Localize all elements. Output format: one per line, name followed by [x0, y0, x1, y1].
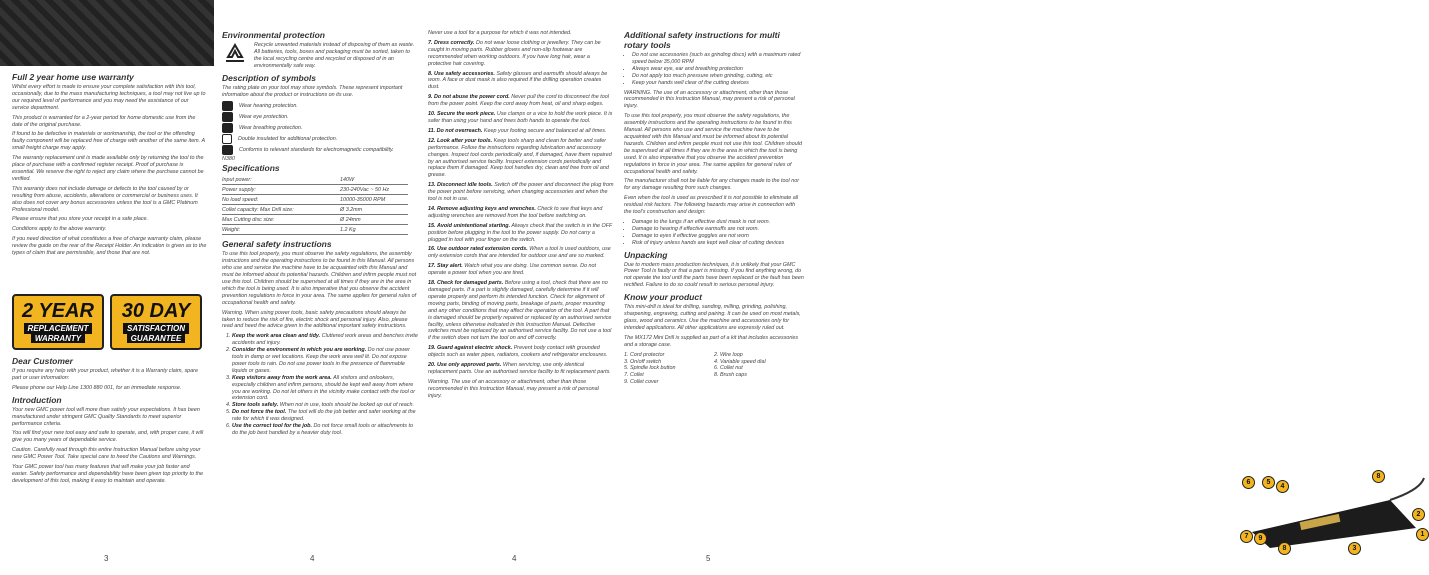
- callout-number: 8: [1278, 542, 1291, 555]
- safety-item-bold: Stay alert.: [437, 263, 463, 270]
- safety-item-number: 15.: [428, 222, 436, 229]
- symbol-icon: [222, 112, 233, 122]
- part-item: 1. Cord protector: [624, 351, 665, 358]
- safety-item-number: 8.: [428, 70, 433, 77]
- hazard-bullet: • Damage to eyes if effective goggles are not worn: [632, 233, 804, 240]
- badge-2-year-line2: WARRANTY: [31, 334, 85, 343]
- page-5-content: [428, 30, 614, 403]
- general-title: General safety instructions: [222, 239, 332, 250]
- env-title: Environmental protection: [222, 30, 325, 40]
- general-item: [232, 409, 418, 423]
- safety-item-number: 20.: [428, 362, 436, 369]
- safety-item: [428, 182, 614, 203]
- top-text: Never use a tool for a purpose for which it was not intended.: [428, 30, 572, 36]
- rotary-bullet: • Do not apply too much pressure when grinding, cutting, etc: [632, 73, 804, 80]
- general-item-bold: Keep visitors away from the work area.: [232, 374, 332, 381]
- customer-para-1: If you require any help with your product, whether it is a Warranty claim, spare part or user information:: [12, 368, 198, 381]
- spec-row: [222, 185, 408, 195]
- intro-para-3: Caution. Carefully read through this entire Instruction Manual before using your new GMC Power Tool. Take special care to heed the Cautions and Warnings.: [12, 447, 201, 461]
- part-item: 5. Spindle lock button: [624, 365, 676, 372]
- spec-table: [222, 175, 408, 235]
- general-item-bold: Keep the work area clean and tidy.: [232, 333, 321, 340]
- safety-item-bold: Check for damaged parts.: [437, 280, 504, 287]
- callout-number: 5: [1262, 476, 1275, 489]
- general-item: [232, 375, 418, 403]
- rotary-bullet: • Always wear eye, ear and breathing protection: [632, 66, 804, 73]
- safety-item-number: 14.: [428, 205, 436, 212]
- hazard-bullet: • Damage to hearing if effective earmuffs are not worn.: [632, 226, 804, 233]
- unpacking-text: Due to modern mass production techniques, it is unlikely that your GMC Power Tool is faulty or that a part is missing. If you find anything wrong, do not operate the tool until the parts have been replaced or the fault has been rectified. Failure to do so could result in serious personal injury.: [624, 261, 804, 289]
- parts-list: [624, 352, 804, 387]
- safety-item-bold: Dress correctly.: [434, 39, 475, 46]
- safety-item-number: 17.: [428, 263, 436, 270]
- part-item: 2. Wire loop: [714, 351, 743, 358]
- page-6: [620, 0, 1425, 575]
- callout-number: 9: [1254, 532, 1267, 545]
- general-item-bold: Consider the environment in which you are working.: [232, 347, 367, 354]
- part-item: 4. Variable speed dial: [714, 358, 766, 365]
- part-item: 9. Collet cover: [624, 379, 659, 386]
- page-5: [424, 0, 620, 575]
- safety-item-text: Before using a tool, check that there are no damaged parts. If a part is slightly damaged, carefully determine if it will operate properly and perform its intended function. Check for alignment of moving parts, binding of moving parts, breakage of parts, proper mounting and any other conditions that may affect the operation of the tool. A part that is damaged should be properly repaired or replaced by an authorised service facility, unless otherwise indicated in this Instruction Manual. Defective switches must be replaced by an authorised service facility. Do not use a tool if the switch does not turn the tool on and off correctly.: [428, 280, 612, 342]
- callout-number: 7: [1240, 530, 1253, 543]
- hazard-bullets: [632, 219, 804, 247]
- warranty-para: This product is warranted for a 2-year period for home domestic use from the date of the original purchase.: [12, 114, 196, 128]
- safety-item-bold: Use outdoor rated extension cords.: [437, 246, 528, 253]
- know-title: Know your product: [624, 292, 702, 303]
- general-item-text: The tool will do the job better and safer working at the rate for which it was designed.: [232, 409, 416, 423]
- rotary-para-2: The manufacturer shall not be liable for any changes made to the tool nor for any damage resulting from such changes.: [624, 178, 800, 192]
- symbol-icon: [222, 134, 232, 144]
- safety-item: [428, 71, 614, 92]
- spec-key: Collet capacity: Max Drill size:: [222, 205, 336, 215]
- safety-item: [428, 362, 614, 376]
- badge-2-year-line1: REPLACEMENT: [24, 323, 93, 334]
- safety-item-text: Switch off the power and disconnect the plug from the power point before servicing, when changing accessories and when the tool is not in use.: [428, 182, 614, 203]
- callout-number: 1: [1416, 528, 1429, 541]
- symbol-row: [222, 134, 418, 144]
- spec-title: Specifications: [222, 163, 280, 174]
- callout-number: 4: [1276, 480, 1289, 493]
- page-4-content: [222, 30, 418, 440]
- env-text: Recycle unwanted materials instead of disposing of them as waste. All batteries, tools, boxes and packaging must be sorted, taken to the local recycling centre and recycled or disposed of in an environmentally safe way.: [254, 42, 415, 69]
- customer-title: Dear Customer: [12, 356, 73, 366]
- safety-item: [428, 263, 614, 277]
- general-item-text: When not in use, tools should be locked up out of reach.: [278, 402, 414, 409]
- warranty-para: The warranty replacement unit is made available only by returning the tool to the place of purchase with a confirmed register receipt. Proof of purchase is essential. We reserve the right to reject any claim where the purchase cannot be verified.: [12, 155, 204, 182]
- spec-key: No load speed:: [222, 195, 336, 205]
- warranty-para: Conditions apply to the above warranty.: [12, 226, 107, 233]
- safety-item: [428, 206, 614, 220]
- spec-key: Max Cutting disc size:: [222, 215, 336, 225]
- rotary-para-1: To use this tool properly, you must observe the safety regulations, the assembly instructions and the operating instructions to be found in this Manual. All persons who use and service the machine have to be acquainted with this Manual and must be informed about its potential hazards. Children and infirm people must not use this tool. Children should be supervised at all times if they are in the area in which the tool is being used. It is also imperative that you observe the accident prevention regulations in force in your area. The same applies for general rules of occupational health and safety.: [624, 113, 802, 175]
- symbol-text: Conforms to relevant standards for electromagnetic compatibility.: [239, 146, 394, 153]
- page-3: [0, 0, 214, 575]
- symbol-text: Wear eye protection.: [239, 113, 289, 120]
- safety-item-text: Watch what you are doing. Use common sense. Do not operate a power tool when you are tired.: [428, 263, 597, 277]
- general-item-text: Do not use power tools in damp or wet locations. Keep the work area well lit. Do not expose power tools to rain. Do not use power tools in the presence of flammable liquids or gases.: [232, 347, 410, 374]
- warranty-para: If found to be defective in materials or workmanship, the tool or the offending faulty component will be replaced free of charge with another of the same item. A small freight charge may apply.: [12, 131, 205, 152]
- safety-item-bold: Use safety accessories.: [434, 70, 495, 77]
- spec-value: Ø 3.2mm: [336, 205, 408, 215]
- part-item: 6. Collet nut: [714, 365, 743, 372]
- spec-key: Input power:: [222, 175, 336, 185]
- safety-item: [428, 223, 614, 244]
- warranty-badges: [12, 294, 202, 350]
- safety-item-text: Prevent body contact with grounded objects such as water pipes, radiators, cookers and refrigerator enclosures.: [428, 345, 608, 359]
- intro-para-4: Your GMC power tool has many features that will make your job faster and easier. Safety performance and dependability have been given top priority to the development of this tool, making it easy to maintain and operate.: [12, 464, 203, 484]
- safety-item-number: 13.: [428, 182, 436, 189]
- safety-item: [428, 138, 614, 179]
- safety-item-number: 10.: [428, 111, 436, 118]
- safety-item-bold: Guard against electric shock.: [437, 345, 513, 352]
- safety-item-text: Do not wear loose clothing or jewellery. They can be caught in moving parts. Rubber gloves and non-slip footwear are recommended when working outdoors. If you have long hair, wear a protective hair covering.: [428, 39, 601, 67]
- general-para-1: To use this tool properly, you must observe the safety regulations, the assembly instructions and the operating instructions to be found in this Manual. All persons who use and service the machine have to be acquainted with this Manual and must be informed about its potential hazards. Children and infirm people must not use this tool. Children should be supervised at all times if they are in the area in which the tool is being used. It is also imperative that you observe the accident prevention regulations in force in your area. The same applies for general rules of occupational health and safety.: [222, 251, 417, 306]
- part-item: 8. Brush caps: [714, 372, 747, 379]
- unpacking-title: Unpacking: [624, 249, 668, 260]
- safety-item: [428, 40, 614, 68]
- rotary-bullets: [632, 52, 804, 87]
- symbol-text: Double insulated for additional protection.: [238, 135, 338, 142]
- safety-item: [428, 111, 614, 125]
- spec-row: [222, 215, 408, 225]
- spec-key: Weight:: [222, 225, 336, 235]
- symbol-icon: [222, 123, 233, 133]
- know-para-2: The MX172 Mini Drill is supplied as part of a kit that includes accessories and a storage case.: [624, 334, 799, 348]
- badge-30-day-line1: SATISFACTION: [123, 323, 189, 334]
- callout-number: 2: [1412, 508, 1425, 521]
- spec-key: Power supply:: [222, 185, 336, 195]
- spec-row: [222, 205, 408, 215]
- symbol-row: [222, 101, 418, 111]
- general-item: [232, 402, 418, 409]
- callout-number: 3: [1348, 542, 1361, 555]
- badge-2-year: [12, 294, 104, 350]
- warranty-para: Whilst every effort is made to ensure your complete satisfaction with this tool, occasionally, due to the mass manufacturing techniques, a tool may not live up to our required level of performance and you may need the assistance of our service department.: [12, 84, 206, 111]
- p5-warning: Warning. The use of an accessory or attachment, other than those recommended in this Instruction Manual, may present a risk of personal injury.: [428, 378, 599, 399]
- page-number-3: 3: [104, 554, 109, 563]
- safety-item: [428, 280, 614, 342]
- rotary-title: Additional safety instructions for multi rotary tools: [624, 30, 780, 50]
- safety-item-text: Safety glasses and earmuffs should always be worn. A face or dust mask is also required if the drilling operation creates dust.: [428, 70, 608, 91]
- intro-para-1: Your new GMC power tool will more than satisfy your expectations. It has been manufactured under stringent GMC Quality Standards to meet superior performance criteria.: [12, 406, 200, 427]
- header-image: [0, 0, 214, 66]
- rotary-para-3: Even when the tool is used as prescribed it is not possible to eliminate all residual risk factors. The following hazards may arise in connection with the tool's construction and design:: [624, 195, 799, 216]
- general-item-text: All visitors and onlookers, especially children and infirm persons, should be kept well away from where you are working. Do not let others in the vicinity make contact with the tool or extension cord.: [232, 374, 416, 402]
- general-item-bold: Store tools safely.: [232, 402, 279, 409]
- intro-title: Introduction: [12, 394, 62, 405]
- n380-label: N380: [222, 156, 235, 163]
- badge-2-year-big: 2 YEAR: [22, 300, 94, 322]
- symbol-row: [222, 112, 418, 122]
- general-item: [232, 347, 418, 375]
- general-item-bold: Do not force the tool.: [232, 409, 287, 416]
- safety-item-text: When a tool is used outdoors, use only extension cords that are intended for outdoor use and are so marked.: [428, 246, 611, 260]
- symbol-row: [222, 123, 418, 133]
- general-list: [232, 333, 418, 437]
- general-para-2: Warning. When using power tools, basic safety precautions should always be taken to reduce the risk of fire, electric shock and personal injury. Also, please read and heed the advice given in the additional important safety instructions.: [222, 309, 408, 330]
- page-number-6: 5: [706, 554, 711, 563]
- warranty-title: Full 2 year home use warranty: [12, 72, 134, 82]
- safety-item-bold: Use only approved parts.: [437, 362, 502, 369]
- general-item: [232, 333, 418, 347]
- safety-item: [428, 128, 614, 135]
- safety-item-number: 7.: [428, 39, 433, 46]
- spec-value: Ø 24mm: [336, 215, 408, 225]
- spec-value: 1.2 Kg: [336, 225, 408, 235]
- page-number-5a: 4: [512, 554, 517, 563]
- safety-item-bold: Secure the work piece.: [437, 111, 496, 118]
- safety-item-text: Never pull the cord to disconnect the tool from the power point. Keep the cord away from heat, oil and sharp edges.: [428, 94, 609, 108]
- know-para-1: This mini-drill is ideal for drilling, sanding, milling, grinding, polishing, sharpening, engraving, cutting and pairing. It can be used on most metals, glass, wood and ceramics. Use the machine and accessories only for intended applications. All other applications are expressly ruled out.: [624, 304, 801, 331]
- hazard-bullet: • Risk of injury unless hands are kept well clear of cutting devices: [632, 240, 804, 247]
- safety-item-bold: Remove adjusting keys and wrenches.: [437, 205, 536, 212]
- warranty-section: [12, 72, 207, 260]
- spec-value: 140W: [336, 175, 408, 185]
- badge-30-day: [110, 294, 202, 350]
- tool-illustration: [1240, 470, 1428, 560]
- spec-value: 230-240Vac ~ 50 Hz: [336, 185, 408, 195]
- rotary-bullet: • Do not use accessories (such as grinding discs) with a maximum rated speed below 35,000 RPM: [632, 52, 804, 66]
- safety-item-number: 11.: [428, 127, 436, 134]
- rotary-warning: WARNING. The use of an accessory or attachment, other than those recommended in this Instruction Manual, may present a risk of personal injury.: [624, 89, 795, 110]
- warranty-para: This warranty does not include damage or defects to the tool caused by or resulting from abuse, accidents, alterations or commercial or business uses. It also does not cover any bonus accessories unless the tool is a GMC Platinum Professional model.: [12, 185, 198, 213]
- spec-row: [222, 175, 408, 185]
- hazard-bullet: • Damage to the lungs if an effective dust mask is not worn.: [632, 219, 804, 226]
- customer-para-2: Please phone our Help Line 1300 880 001, for an immediate response.: [12, 384, 182, 391]
- symbol-text: Wear breathing protection.: [239, 124, 303, 131]
- safety-item: [428, 94, 614, 108]
- rotary-bullet: • Keep your hands well clear of the cutting devices: [632, 80, 804, 87]
- safety-item-number: 19.: [428, 345, 436, 352]
- safety-item-text: Check to see that keys and adjusting wrenches are removed from the tool before switching on.: [428, 205, 603, 219]
- callout-number: 6: [1242, 476, 1255, 489]
- safety-item-bold: Do not abuse the power cord.: [434, 94, 510, 101]
- safety-item-bold: Do not overreach.: [436, 127, 483, 134]
- page-6-content: [624, 30, 804, 386]
- spec-value: 10000-35000 RPM: [336, 195, 408, 205]
- safety-item-text: Keep your footing secure and balanced at all times.: [482, 127, 607, 134]
- general-item-text: Cluttered work areas and benches invite accidents and injury.: [232, 333, 418, 347]
- spec-row: [222, 225, 408, 235]
- part-item: 3. On/off switch: [624, 358, 662, 365]
- page-number-4: 4: [310, 554, 315, 563]
- symbol-icon: [222, 145, 233, 155]
- symbol-icon: [222, 101, 233, 111]
- safety-item-number: 16.: [428, 246, 436, 253]
- callout-number: 8: [1372, 470, 1385, 483]
- general-item: [232, 423, 418, 437]
- recycle-icon: [222, 42, 248, 68]
- warranty-para: If you need direction of what constitutes a free of charge warranty claim, please review the guide on the rear of the Receipt Holder. An indication is given as to the types of claim that are permissible, and those that are not.: [12, 236, 207, 257]
- safety-item-text: Use clamps or a vice to hold the work piece. It is safer than using your hand and frees both hands to operate the tool.: [428, 111, 613, 124]
- safety-item: [428, 246, 614, 260]
- safety-item-number: 12.: [428, 137, 436, 144]
- safety-item-bold: Look after your tools.: [437, 137, 493, 144]
- symbol-text: Wear hearing protection.: [239, 102, 298, 109]
- customer-section: [12, 356, 207, 488]
- safety-item-bold: Avoid unintentional starting.: [437, 222, 511, 229]
- general-item-bold: Use the correct tool for the job.: [232, 423, 312, 430]
- safety-item-text: When servicing, use only identical replacement parts. Use an authorised service facility to fit replacement parts.: [428, 362, 611, 375]
- part-item: 7. Collet: [624, 372, 644, 379]
- badge-30-day-big: 30 DAY: [121, 300, 191, 322]
- intro-para-2: You will find your new tool easy and safe to operate, and, with proper care, it will give you many years of dependable service.: [12, 430, 204, 444]
- safety-item-number: 9.: [428, 94, 433, 101]
- symbol-row: [222, 145, 418, 155]
- symbols-title: Description of symbols: [222, 72, 316, 83]
- page-4: [214, 0, 424, 575]
- badge-30-day-line2: GUARANTEE: [127, 334, 186, 343]
- safety-item-number: 18.: [428, 280, 436, 287]
- symbols-intro: The rating plate on your tool may show symbols. These represent important information about the product or instructions on its use.: [222, 84, 403, 98]
- warranty-para: Please ensure that you store your receipt in a safe place.: [12, 216, 149, 223]
- general-item-text: Do not force small tools or attachments to do the job best handled by a heavier duty tool.: [232, 423, 413, 436]
- safety-item-text: Keep tools sharp and clean for better and safer performance. Follow the instructions regarding lubrication and accessory changes. Inspect tool cords periodically and, if damaged, have them repaired by an authorised service facility. Inspect extension cords periodically and replace them if damaged. Keep tool handles dry, clean and free from oil and grease.: [428, 137, 612, 179]
- safety-item: [428, 345, 614, 359]
- safety-item-bold: Disconnect idle tools.: [437, 182, 493, 189]
- safety-item-text: Always check that the switch is in the OFF position before plugging in the tool to the power supply. Do not carry a plugged in tool with your finger on the switch.: [428, 222, 613, 243]
- spec-row: [222, 195, 408, 205]
